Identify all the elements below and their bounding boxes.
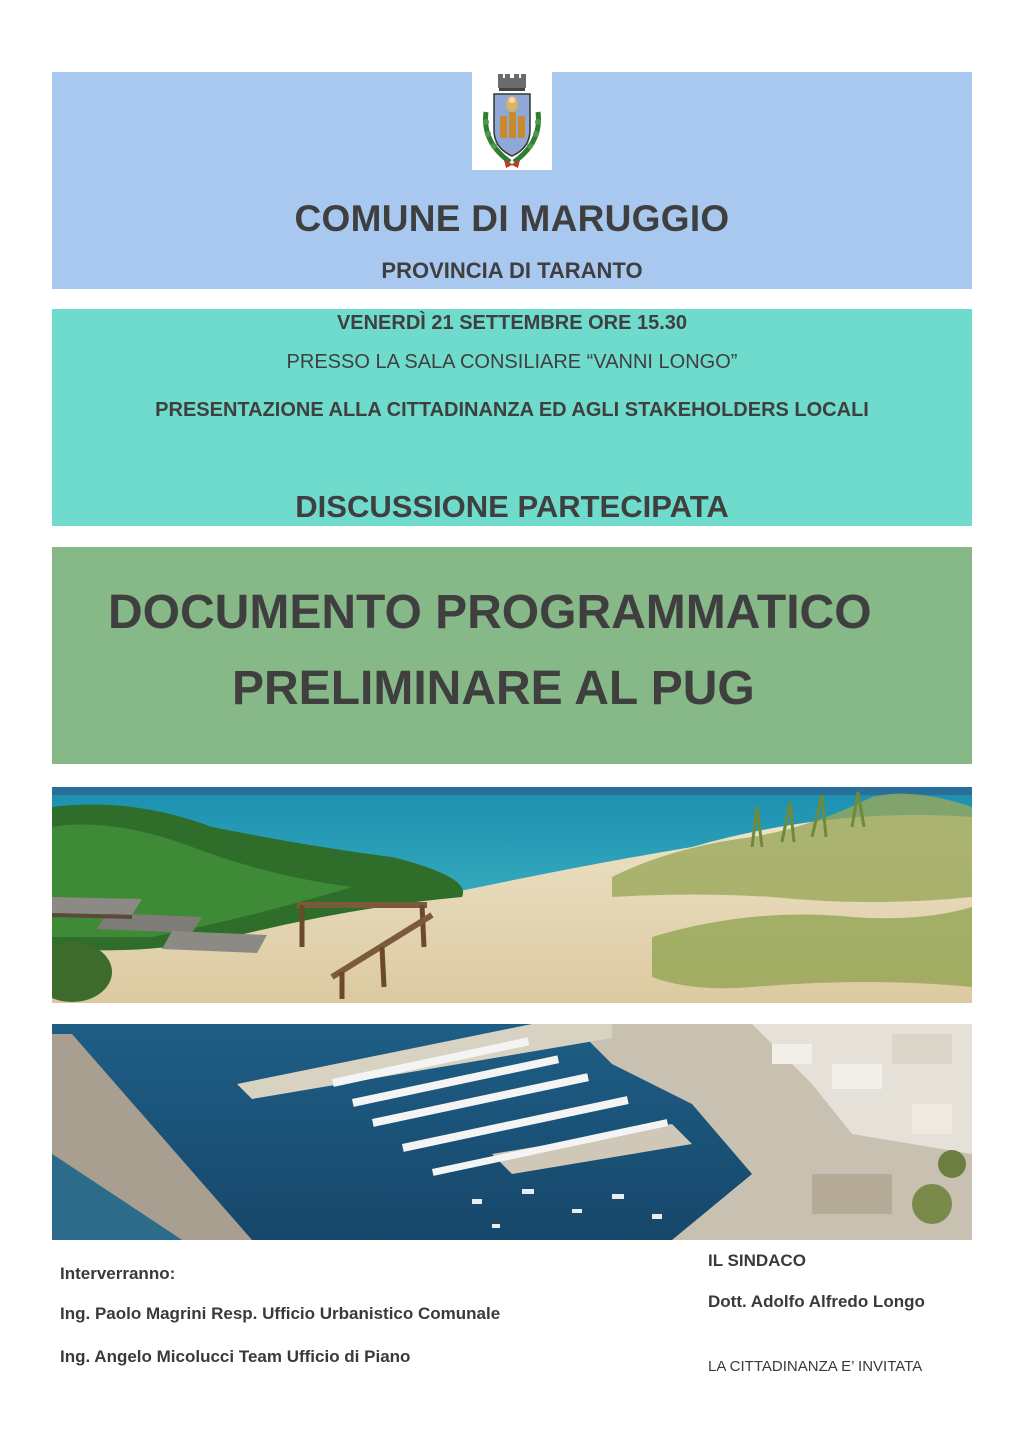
municipal-coat-of-arms-icon xyxy=(472,72,552,170)
provincia-subtitle: PROVINCIA DI TARANTO xyxy=(381,258,643,283)
speakers-label: Interverranno: xyxy=(60,1264,176,1283)
event-presentation: PRESENTAZIONE ALLA CITTADINANZA ED AGLI STAKEHOLDERS LOCALI xyxy=(155,399,869,421)
title-band xyxy=(52,547,972,764)
event-location: PRESSO LA SALA CONSILIARE “VANNI LONGO” xyxy=(286,351,738,373)
invitation-note: LA CITTADINANZA E’ INVITATA xyxy=(708,1358,923,1375)
speaker-item: Ing. Angelo Micolucci Team Ufficio di Piano xyxy=(60,1347,411,1366)
dunes-beach-photo xyxy=(52,787,972,1003)
document-title-line1: DOCUMENTO PROGRAMMATICO xyxy=(108,586,872,639)
event-discussion: DISCUSSIONE PARTECIPATA xyxy=(295,489,729,524)
mayor-name: Dott. Adolfo Alfredo Longo xyxy=(708,1292,925,1311)
speaker-item: Ing. Paolo Magrini Resp. Ufficio Urbanistico Comunale xyxy=(60,1304,501,1323)
document-title-line2: PRELIMINARE AL PUG xyxy=(232,662,755,715)
event-date: VENERDÌ 21 SETTEMBRE ORE 15.30 xyxy=(336,312,688,334)
comune-title: COMUNE DI MARUGGIO xyxy=(294,198,730,239)
harbor-aerial-photo xyxy=(52,1024,972,1240)
mayor-label: IL SINDACO xyxy=(708,1251,806,1270)
